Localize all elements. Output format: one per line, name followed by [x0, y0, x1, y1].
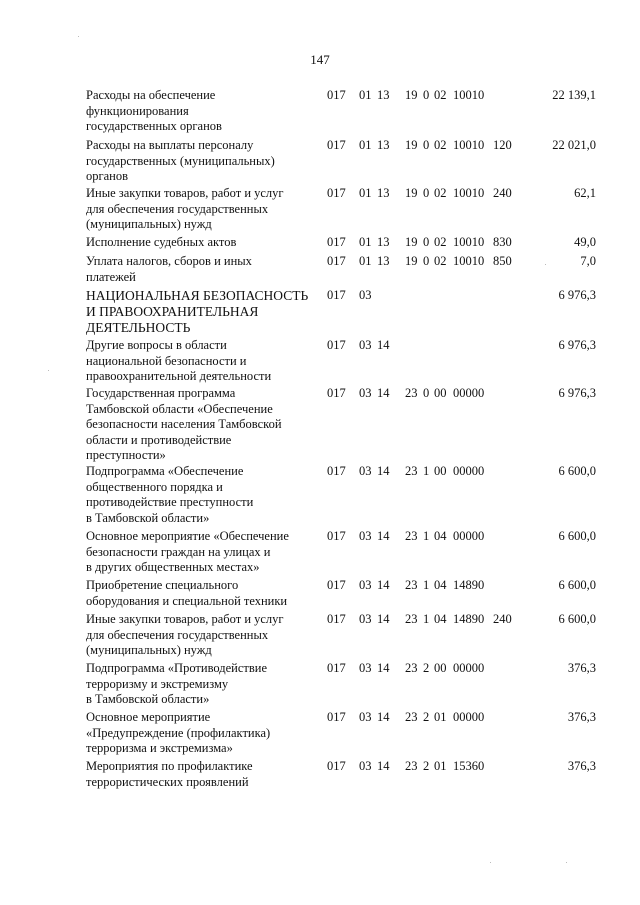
section-code: 03 [359, 710, 372, 724]
target-article-program: 23 [405, 710, 418, 724]
amount: 22 139,1 [552, 88, 596, 102]
amount: 6 976,3 [558, 338, 596, 352]
row-name: Основное мероприятие «Обеспечение безопасности граждан на улицах и в других общественных местах» [86, 529, 289, 574]
target-article-direction: 10010 [453, 186, 485, 200]
scan-speck [48, 370, 49, 371]
row-name: Иные закупки товаров, работ и услуг для обеспечения государственных (муниципальных) нужд [86, 612, 284, 657]
subsection-code: 13 [377, 88, 390, 102]
amount: 49,0 [574, 235, 596, 249]
target-article-program: 23 [405, 529, 418, 543]
section-code: 03 [359, 661, 372, 675]
target-article-program: 23 [405, 386, 418, 400]
subsection-code: 14 [377, 759, 390, 773]
expense-type-code: 240 [493, 186, 512, 200]
target-article-activity: 02 [434, 88, 447, 102]
dept-code: 017 [327, 612, 346, 626]
row-name: Государственная программа Тамбовской области «Обеспечение безопасности населения Тамбовской области и противодействие преступности» [86, 386, 282, 462]
section-code: 03 [359, 529, 372, 543]
target-article-program: 19 [405, 88, 418, 102]
subsection-code: 13 [377, 138, 390, 152]
section-code: 01 [359, 88, 372, 102]
subsection-code: 13 [377, 186, 390, 200]
target-article-program: 19 [405, 235, 418, 249]
amount: 6 976,3 [558, 386, 596, 400]
section-code: 03 [359, 288, 372, 302]
target-article-activity: 00 [434, 386, 447, 400]
target-article-subprogram: 1 [423, 612, 430, 626]
subsection-code: 14 [377, 464, 390, 478]
row-name: Другие вопросы в области национальной безопасности и правоохранительной деятельности [86, 338, 272, 383]
amount: 376,3 [567, 661, 596, 675]
subsection-code: 13 [377, 235, 390, 249]
expense-type-code: 850 [493, 254, 512, 268]
dept-code: 017 [327, 254, 346, 268]
row-name: Приобретение специального оборудования и специальной техники [86, 578, 288, 608]
target-article-program: 23 [405, 612, 418, 626]
row-name: Уплата налогов, сборов и иных платежей [86, 254, 252, 284]
row-name: Мероприятия по профилактике террористических проявлений [86, 759, 253, 789]
target-article-direction: 00000 [453, 661, 485, 675]
dept-code: 017 [327, 578, 346, 592]
target-article-activity: 01 [434, 710, 447, 724]
page-number: 147 [310, 52, 330, 67]
subsection-code: 14 [377, 578, 390, 592]
target-article-subprogram: 0 [423, 138, 430, 152]
subsection-code: 13 [377, 254, 390, 268]
section-code: 03 [359, 464, 372, 478]
amount: 376,3 [567, 759, 596, 773]
amount: 376,3 [567, 710, 596, 724]
expense-type-code: 830 [493, 235, 512, 249]
target-article-direction: 10010 [453, 88, 485, 102]
subsection-code: 14 [377, 710, 390, 724]
scan-speck [566, 862, 567, 863]
subsection-code: 14 [377, 386, 390, 400]
amount: 6 600,0 [558, 612, 596, 626]
dept-code: 017 [327, 186, 346, 200]
row-name: Подпрограмма «Обеспечение общественного порядка и противодействие преступности в Тамбовской области» [86, 464, 254, 525]
dept-code: 017 [327, 386, 346, 400]
target-article-activity: 02 [434, 254, 447, 268]
subsection-code: 14 [377, 529, 390, 543]
target-article-subprogram: 0 [423, 88, 430, 102]
amount: 62,1 [574, 186, 596, 200]
target-article-direction: 10010 [453, 138, 485, 152]
target-article-activity: 00 [434, 661, 447, 675]
target-article-subprogram: 0 [423, 235, 430, 249]
target-article-direction: 10010 [453, 254, 485, 268]
scan-speck [545, 264, 546, 265]
section-code: 01 [359, 235, 372, 249]
target-article-program: 19 [405, 254, 418, 268]
target-article-subprogram: 2 [423, 661, 430, 675]
target-article-direction: 00000 [453, 710, 485, 724]
amount: 6 600,0 [558, 578, 596, 592]
section-code: 01 [359, 138, 372, 152]
amount: 7,0 [580, 254, 596, 268]
target-article-activity: 02 [434, 186, 447, 200]
subsection-code: 14 [377, 661, 390, 675]
subsection-code: 14 [377, 338, 390, 352]
target-article-direction: 14890 [453, 612, 485, 626]
target-article-subprogram: 1 [423, 464, 430, 478]
row-name: Иные закупки товаров, работ и услуг для обеспечения государственных (муниципальных) нужд [86, 186, 284, 231]
dept-code: 017 [327, 710, 346, 724]
target-article-activity: 02 [434, 138, 447, 152]
scan-speck [490, 862, 491, 863]
dept-code: 017 [327, 759, 346, 773]
target-article-program: 19 [405, 186, 418, 200]
dept-code: 017 [327, 661, 346, 675]
target-article-direction: 15360 [453, 759, 485, 773]
target-article-program: 19 [405, 138, 418, 152]
row-name: Исполнение судебных актов [86, 235, 237, 249]
row-name: Расходы на выплаты персоналу государственных (муниципальных) органов [86, 138, 275, 183]
section-code: 03 [359, 759, 372, 773]
target-article-activity: 04 [434, 529, 447, 543]
target-article-direction: 14890 [453, 578, 485, 592]
dept-code: 017 [327, 464, 346, 478]
target-article-direction: 00000 [453, 464, 485, 478]
amount: 6 600,0 [558, 529, 596, 543]
target-article-subprogram: 1 [423, 529, 430, 543]
dept-code: 017 [327, 138, 346, 152]
target-article-activity: 01 [434, 759, 447, 773]
row-name: Основное мероприятие «Предупреждение (профилактика) терроризма и экстремизма» [86, 710, 271, 755]
dept-code: 017 [327, 529, 346, 543]
target-article-activity: 02 [434, 235, 447, 249]
target-article-activity: 04 [434, 578, 447, 592]
target-article-direction: 00000 [453, 386, 485, 400]
target-article-subprogram: 1 [423, 578, 430, 592]
amount: 6 600,0 [558, 464, 596, 478]
target-article-direction: 00000 [453, 529, 485, 543]
row-name: НАЦИОНАЛЬНАЯ БЕЗОПАСНОСТЬ И ПРАВООХРАНИТЕЛЬНАЯ ДЕЯТЕЛЬНОСТЬ [86, 288, 309, 335]
dept-code: 017 [327, 338, 346, 352]
target-article-subprogram: 0 [423, 186, 430, 200]
target-article-subprogram: 0 [423, 386, 430, 400]
target-article-program: 23 [405, 464, 418, 478]
section-code: 03 [359, 578, 372, 592]
scan-speck [78, 36, 79, 37]
section-code: 01 [359, 186, 372, 200]
target-article-program: 23 [405, 661, 418, 675]
amount: 6 976,3 [558, 288, 596, 302]
dept-code: 017 [327, 235, 346, 249]
target-article-program: 23 [405, 759, 418, 773]
section-code: 01 [359, 254, 372, 268]
dept-code: 017 [327, 288, 346, 302]
row-name: Подпрограмма «Противодействие терроризму и экстремизму в Тамбовской области» [86, 661, 268, 706]
amount: 22 021,0 [552, 138, 596, 152]
subsection-code: 14 [377, 612, 390, 626]
target-article-program: 23 [405, 578, 418, 592]
target-article-subprogram: 2 [423, 759, 430, 773]
target-article-activity: 04 [434, 612, 447, 626]
target-article-subprogram: 0 [423, 254, 430, 268]
target-article-direction: 10010 [453, 235, 485, 249]
row-name: Расходы на обеспечение функционирования государственных органов [86, 88, 222, 133]
dept-code: 017 [327, 88, 346, 102]
target-article-subprogram: 2 [423, 710, 430, 724]
section-code: 03 [359, 386, 372, 400]
expense-type-code: 120 [493, 138, 512, 152]
section-code: 03 [359, 338, 372, 352]
target-article-activity: 00 [434, 464, 447, 478]
section-code: 03 [359, 612, 372, 626]
expense-type-code: 240 [493, 612, 512, 626]
